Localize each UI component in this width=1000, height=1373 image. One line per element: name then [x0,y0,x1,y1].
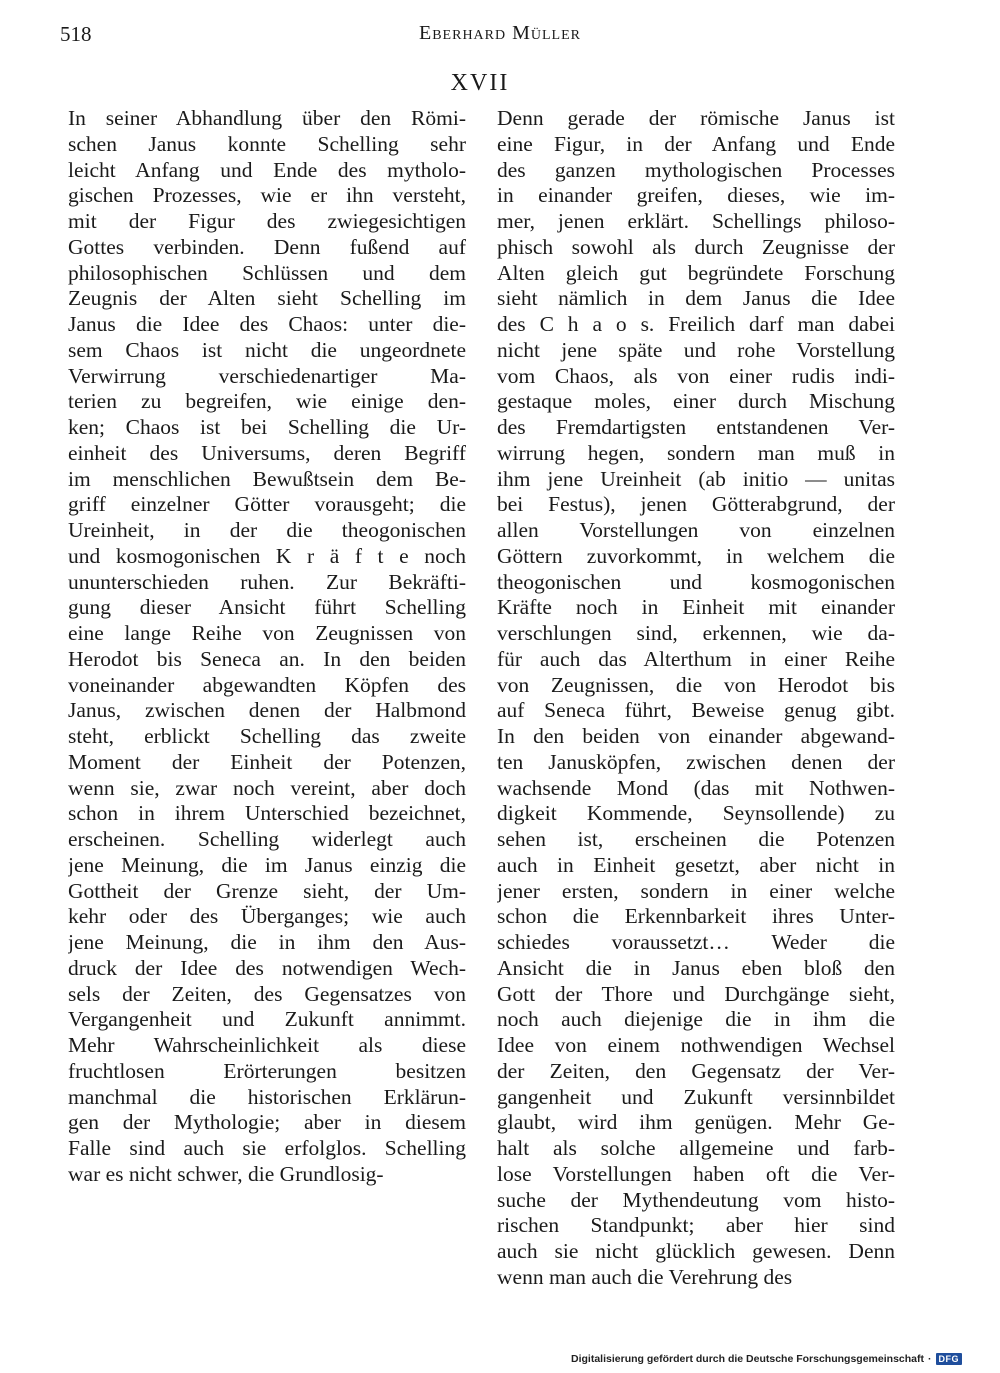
text-line: schen Janus konnte Schelling sehr [68,131,466,156]
text-line: wachsende Mond (das mit Nothwen- [497,775,895,800]
text-line: auch in Einheit gesetzt, aber nicht in [497,852,895,877]
text-line: Verwirrung verschiedenartiger Ma- [68,363,466,388]
left-column [68,106,466,1188]
text-line: glaubt, wird ihm genügen. Mehr Ge- [497,1110,895,1135]
footer-text: Digitalisierung gefördert durch die Deutsche Forschungsgemeinschaft [571,1353,924,1365]
text-line: schon in ihrem Unterschied bezeichnet, [68,801,466,826]
dfg-logo: DFG [936,1353,963,1365]
text-line: für auch das Alterthum in einer Reihe [497,646,895,671]
text-line: schon die Erkennbarkeit ihres Unter- [497,904,895,929]
page-number: 518 [60,22,92,46]
right-column [497,106,895,1291]
text-line: Göttern zuvorkommt, in welchem die [497,543,895,568]
text-line: allen Vorstellungen von einzelnen [497,518,895,542]
text-line: Vergangenheit und Zukunft annimmt. [68,1007,466,1032]
text-line: Gottes verbinden. Denn fußend auf [68,234,466,259]
text-line: Ureinheit, in der die theogonischen [68,518,466,542]
text-line: mer, jenen erklärt. Schellings philoso- [497,209,895,233]
text-line: nicht jene späte und rohe Vorstellung [497,337,895,362]
text-line: Gottheit der Grenze sieht, der Um- [68,878,466,903]
text-line: Gott der Thore und Durchgänge sieht, [497,981,895,1006]
text-line: phisch sowohl als durch Zeugnisse der [497,234,895,259]
text-line: Ansicht die in Janus eben bloß den [497,955,895,980]
text-line: manchmal die historischen Erklärun- [68,1084,466,1109]
text-line: Zeugnis der Alten sieht Schelling im [68,286,466,311]
text-line: gen der Mythologie; aber in diesem [68,1110,466,1135]
text-line: von Zeugnissen, die von Herodot bis [497,672,895,697]
text-line: jener ersten, sondern in einer welche [497,878,895,903]
text-line: digkeit Kommende, Seynsollende) zu [497,801,895,826]
text-line: noch auch diejenige die in ihm die [497,1007,895,1032]
text-line: philosophischen Schlüssen und dem [68,260,466,285]
text-line: sels der Zeiten, des Gegensatzes von [68,981,466,1006]
text-line: ken; Chaos ist bei Schelling die Ur- [68,415,466,439]
text-line: druck der Idee des notwendigen Wech- [68,955,466,980]
text-line: bei Festus), jenen Götterabgrund, der [497,492,895,517]
text-line: war es nicht schwer, die Grundlosig- [68,1161,384,1186]
text-line: verschlungen sind, erkennen, wie da- [497,621,895,645]
text-line: gung dieser Ansicht führt Schelling [68,595,466,620]
text-line: der Zeiten, den Gegensatz der Ver- [497,1058,895,1083]
text-line: Mehr Wahrscheinlichkeit als diese [68,1033,466,1057]
text-line: Moment der Einheit der Potenzen, [68,749,466,774]
text-line: ununterschieden ruhen. Zur Bekräfti- [68,569,466,594]
text-line: Janus die Idee des Chaos: unter die- [68,312,466,336]
text-line: Denn gerade der römische Janus ist [497,106,895,130]
section-number: XVII [450,70,510,96]
text-line: Herodot bis Seneca an. In den beiden [68,646,466,671]
text-line: voneinander abgewandten Köpfen des [68,672,466,697]
text-line: gestaque moles, einer durch Mischung [497,389,895,414]
text-line: wenn sie, zwar noch vereint, aber doch [68,775,466,800]
text-line: Janus, zwischen denen der Halbmond [68,698,466,723]
text-line: jene Meinung, die im Janus einzig die [68,852,466,877]
digitization-footer [571,1353,962,1365]
text-line: lose Vorstellungen haben oft die Ver- [497,1161,895,1186]
text-line: jene Meinung, die in ihm den Aus- [68,930,466,954]
text-line: fruchtlosen Erörterungen besitzen [68,1058,466,1083]
text-line: griff einzelner Götter vorausgeht; die [68,492,466,517]
text-line: eine lange Reihe von Zeugnissen von [68,621,466,645]
text-line: ihm jene Ureinheit (ab initio — unitas [497,466,895,491]
text-line: und kosmogonischen K r ä f t e noch [68,543,466,568]
text-line: auch sie nicht glücklich gewesen. Denn [497,1239,895,1263]
text-line: in einander greifen, dieses, wie im- [497,183,895,208]
running-head: Eberhard Müller [419,22,581,44]
text-line: rischen Standpunkt; aber hier sind [497,1213,895,1238]
text-line: erscheinen. Schelling widerlegt auch [68,827,466,851]
text-line: theogonischen und kosmogonischen [497,569,895,594]
text-line: steht, erblickt Schelling das zweite [68,724,466,748]
text-line: In den beiden von einander abgewand- [497,724,895,748]
text-line: ten Janusköpfen, zwischen denen der [497,749,895,774]
text-line: leicht Anfang und Ende des mytholo- [68,157,466,182]
text-line: sieht nämlich in dem Janus die Idee [497,286,895,311]
text-line: gangenheit und Zukunft versinnbildet [497,1084,895,1109]
text-line: einheit des Universums, deren Begriff [68,440,466,465]
text-line: halt als solche allgemeine und farb- [497,1136,895,1160]
text-line: eine Figur, in der Anfang und Ende [497,131,895,156]
text-line: sem Chaos ist nicht die ungeordnete [68,337,466,362]
footer-separator: · [928,1353,932,1365]
text-line: auf Seneca führt, Beweise genug gibt. [497,698,895,723]
text-line: des ganzen mythologischen Processes [497,157,895,182]
text-line: gischen Prozesses, wie er ihn versteht, [68,183,466,208]
text-line: suche der Mythendeutung vom histo- [497,1187,895,1212]
text-line: Falle sind auch sie erfolglos. Schelling [68,1136,466,1160]
text-line: Kräfte noch in Einheit mit einander [497,595,895,620]
text-line: sehen ist, erscheinen die Potenzen [497,827,895,851]
text-line: des C h a o s. Freilich darf man dabei [497,312,895,336]
text-line: vom Chaos, als von einer rudis indi- [497,363,895,388]
text-line: terien zu begreifen, wie einige den- [68,389,466,414]
text-line: Alten gleich gut begründete Forschung [497,260,895,285]
text-line: schiedes voraussetzt… Weder die [497,930,895,954]
text-line: kehr oder des Überganges; wie auch [68,904,466,929]
text-line: Idee von einem nothwendigen Wechsel [497,1033,895,1057]
text-line: wirrung hegen, sondern man muß in [497,440,895,465]
text-line: des Fremdartigsten entstandenen Ver- [497,415,895,439]
text-line: im menschlichen Bewußtsein dem Be- [68,466,466,491]
text-line: In seiner Abhandlung über den Römi- [68,106,466,130]
text-line: wenn man auch die Verehrung des [497,1264,793,1289]
text-line: mit der Figur des zwiegesichtigen [68,209,466,233]
